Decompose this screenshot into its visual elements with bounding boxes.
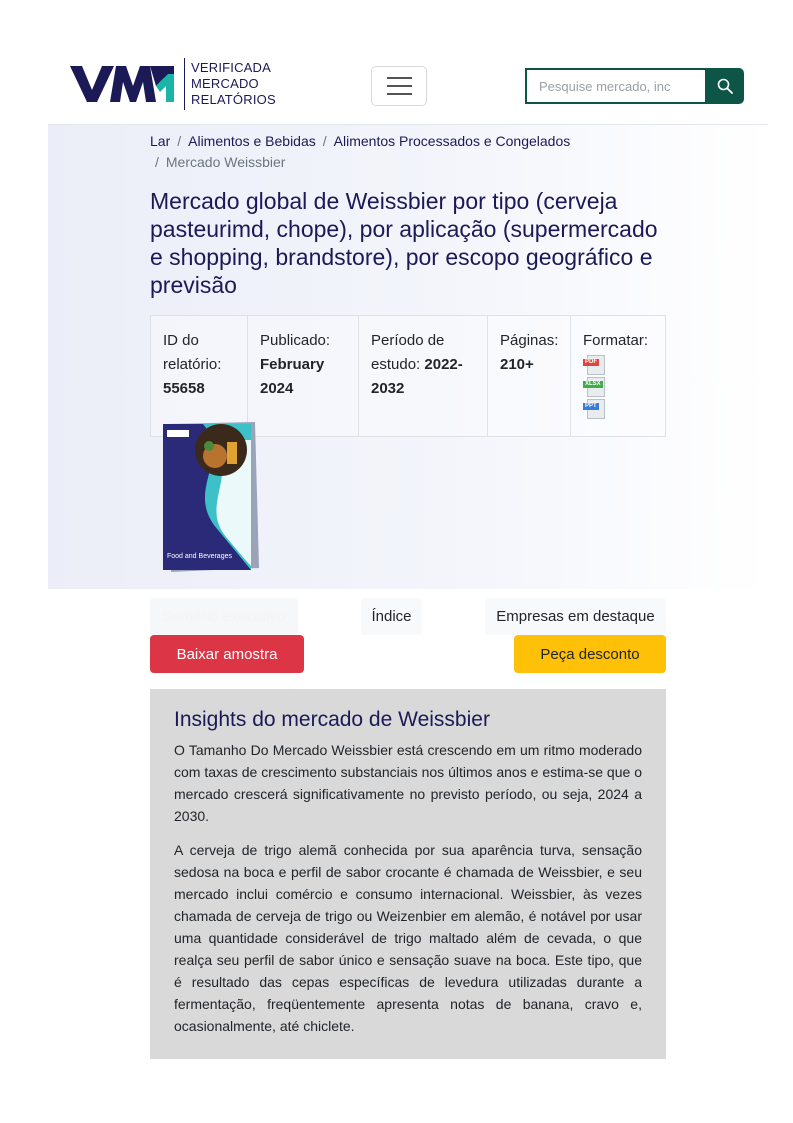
search-form [525, 68, 744, 104]
breadcrumb-home-link[interactable]: Lar [150, 133, 171, 149]
pages-cell [488, 316, 571, 436]
insights-heading: Insights do mercado de Weissbier [174, 708, 490, 731]
format-label: Formatar: [583, 332, 649, 349]
pdf-tag: PDF [585, 359, 597, 365]
breadcrumb-separator: / [155, 154, 159, 170]
logo-wordmark [191, 60, 276, 108]
hamburger-icon-bar [387, 85, 412, 87]
search-input[interactable] [525, 68, 705, 104]
request-discount-button[interactable]: Peça desconto [514, 635, 666, 673]
tab-executive-summary[interactable]: Sumário executivo [150, 598, 298, 635]
search-icon [717, 78, 733, 94]
logo-line-2: MERCADO [191, 76, 259, 91]
breadcrumb-separator: / [322, 133, 327, 149]
report-id-label: ID do relatório: [163, 332, 222, 373]
period-value: 2022-2032 [371, 356, 463, 397]
pages-label: Páginas: [500, 332, 559, 349]
book-cover-label: Food and Beverages [167, 553, 232, 560]
report-id-value: 55658 [163, 380, 205, 397]
xlsx-tag: XLSX [585, 381, 601, 387]
tab-index[interactable]: Índice [361, 598, 422, 635]
ppt-file-icon[interactable] [583, 399, 609, 419]
page-title: Mercado global de Weissbier por tipo (cerveja pasteurimd, chope), por aplicação (supermercado e shopping, brandstore), por escopo geográfico e previsão [150, 188, 658, 298]
site-header [0, 0, 793, 124]
download-sample-button[interactable]: Baixar amostra [150, 635, 304, 673]
breadcrumb-food-link[interactable]: Alimentos e Bebidas [188, 133, 316, 149]
search-button[interactable] [705, 68, 744, 104]
insights-paragraph-1: O Tamanho Do Mercado Weissbier está crescendo em um ritmo moderado com taxas de crescimento substanciais nos últimos anos e estima-se que o mercado crescerá significativamente no previsto período, ou seja, 2024 a 2030. [174, 742, 642, 824]
logo[interactable] [70, 58, 276, 110]
published-label: Publicado: [260, 332, 331, 349]
pdf-file-icon[interactable] [583, 355, 609, 375]
report-cover-image [163, 420, 259, 572]
insights-paragraph-2: A cerveja de trigo alemã conhecida por sua aparência turva, sensação sedosa na boca e perfil de sabor crocante é chamada de Weissbier, e seu mercado inclui comércio e consumo internacional. Weissbier, às vezes chamada de cerveja de trigo ou Weizenbier em alemão, é notável por usar uma quantidade considerável de trigo maltado além de cevada, o que realça seu perfil de sabor único e sensação suave na boca. Este tipo, que é resultado das cepas específicas de levedura utilizadas durante a fermentação, freqüentemente apresenta notas de banana, cravo e, ocasionalmente, até chiclete. [174, 842, 642, 1034]
logo-line-3: RELATÓRIOS [191, 92, 276, 107]
published-value: February 2024 [260, 356, 325, 397]
breadcrumb-separator: / [177, 133, 182, 149]
hamburger-icon-bar [387, 93, 412, 95]
report-info-table [150, 315, 666, 437]
ppt-tag: PPT [585, 403, 597, 409]
pages-value: 210+ [500, 356, 534, 373]
vmr-logo-icon [70, 64, 174, 104]
hamburger-icon [387, 77, 412, 79]
logo-line-1: VERIFICADA [191, 60, 272, 75]
breadcrumb-current: Mercado Weissbier [165, 154, 286, 170]
insights-section [150, 689, 666, 1059]
format-cell [571, 316, 665, 436]
tab-featured-companies[interactable]: Empresas em destaque [485, 598, 666, 635]
period-label: Período de estudo: [371, 332, 445, 373]
menu-toggle-button[interactable] [371, 66, 427, 106]
format-icons [583, 355, 653, 419]
logo-separator [184, 58, 185, 110]
period-cell [359, 316, 488, 436]
report-id-cell [151, 316, 248, 436]
xlsx-file-icon[interactable] [583, 377, 609, 397]
breadcrumb-processed-link[interactable]: Alimentos Processados e Congelados [333, 133, 571, 149]
published-cell [248, 316, 359, 436]
breadcrumb [150, 131, 670, 173]
